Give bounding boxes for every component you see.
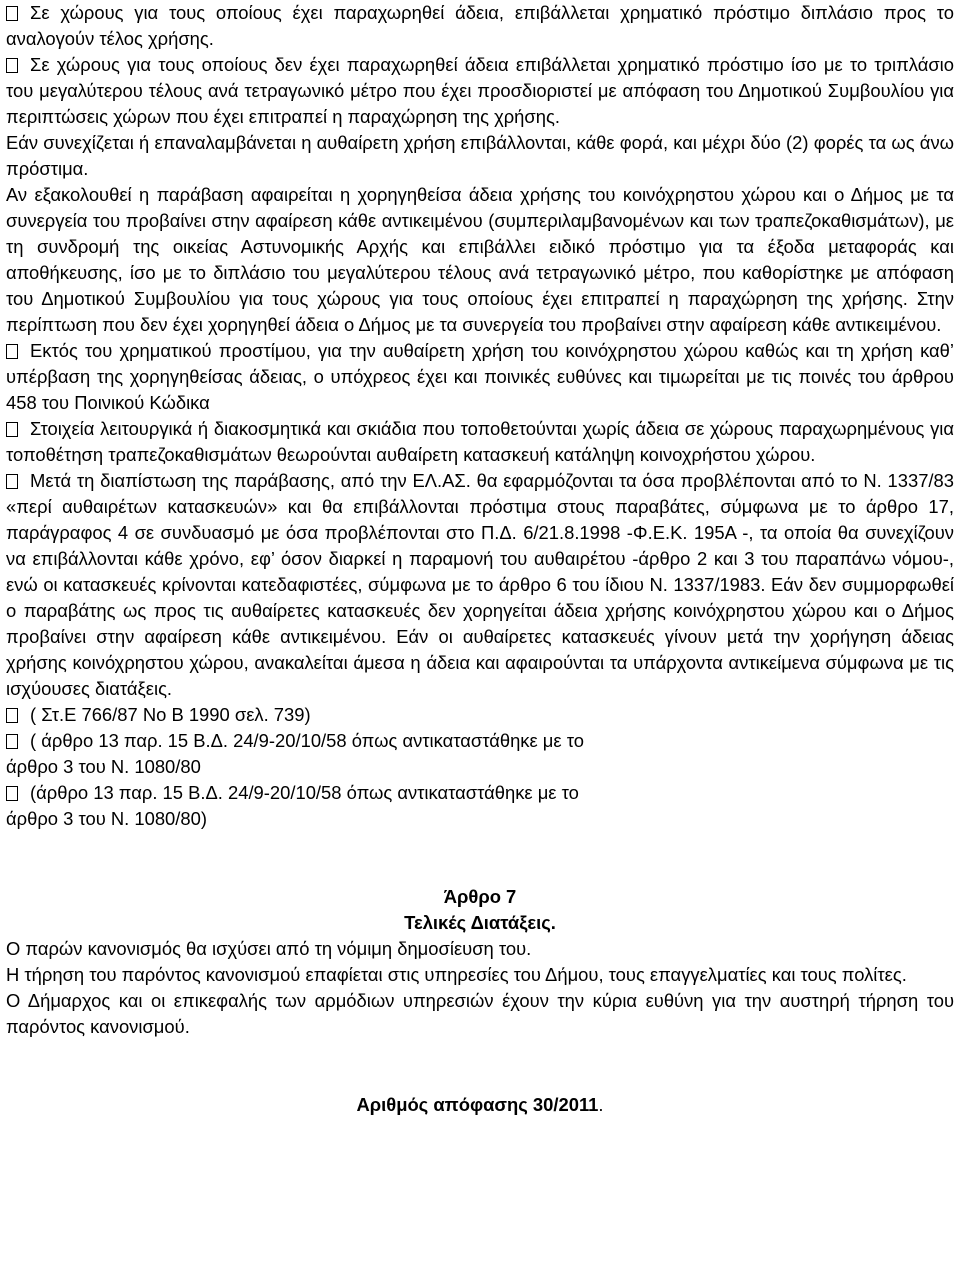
paragraph: Ο παρών κανονισμός θα ισχύσει από τη νόμιμη δημοσίευση του.: [6, 938, 532, 959]
article-title: Τελικές Διατάξεις.: [404, 912, 556, 933]
bullet-paragraph: [6, 52, 954, 130]
paragraph-text: Σε χώρους για τους οποίους δεν έχει παραχωρηθεί άδεια επιβάλλεται χρηματικό πρόστιμο ίσο με το τριπλάσιο του μεγαλύτερου τέλους ανά τετραγωνικό μέτρο που έχει προσδιοριστεί με απόφαση του Δημοτικού Συμβουλίου για περιπτώσεις χώρων που έχει επιτραπεί η παραχώρηση της χρήσης.: [6, 54, 954, 127]
spacer: [6, 1040, 954, 1092]
bullet-box-icon: [6, 58, 18, 73]
decision-suffix: .: [598, 1094, 604, 1115]
article-number: Άρθρο 7: [443, 886, 517, 907]
citation-line: [6, 702, 954, 728]
citation-line: [6, 728, 954, 780]
paragraph: Η τήρηση του παρόντος κανονισμού επαφίεται στις υπηρεσίες του Δήμου, τους επαγγελματίες και τους πολίτες.: [6, 964, 907, 985]
citation-text-continued: άρθρο 3 του Ν. 1080/80: [6, 756, 201, 777]
spacer: [6, 832, 954, 884]
bullet-box-icon: [6, 708, 18, 723]
citation-text: ( άρθρο 13 παρ. 15 Β.Δ. 24/9-20/10/58 όπως αντικαταστάθηκε με το: [30, 730, 584, 751]
bullet-box-icon: [6, 786, 18, 801]
paragraph: Αν εξακολουθεί η παράβαση αφαιρείται η χορηγηθείσα άδεια χρήσης του κοινόχρηστου χώρου και ο Δήμος με τα συνεργεία του προβαίνει στην αφαίρεση κάθε αντικειμένου (συμπεριλαμβανομένων και των τραπεζοκαθισμάτων), με τη συνδρομή της οικείας Αστυνομικής Αρχής και επιβάλλει ειδικό πρόστιμο για τα έξοδα μεταφοράς και αποθήκευσης, ίσο με το διπλάσιο του μεγαλύτερου τέλους ανά τετραγωνικό μέτρο, που καθορίστηκε με απόφαση του Δημοτικού Συμβουλίου για τους χώρους για τους οποίους έχει επιτραπεί η παραχώρηση της χρήσης. Στην περίπτωση που δεν έχει χορηγηθεί άδεια ο Δήμος με τα συνεργεία του προβαίνει στην αφαίρεση κάθε αντικειμένου.: [6, 184, 954, 335]
paragraph-text: Εκτός του χρηματικού προστίμου, για την αυθαίρετη χρήση του κοινόχρηστου χώρου καθώς και τη χρήση καθ’ υπέρβαση της χορηγηθείσας άδειας, ο υπόχρεος έχει και ποινικές ευθύνες και τιμωρείται με τις ποινές του άρθρου 458 του Ποινικού Κώδικα: [6, 340, 954, 413]
bullet-box-icon: [6, 422, 18, 437]
citation-text: (άρθρο 13 παρ. 15 Β.Δ. 24/9-20/10/58 όπως αντικαταστάθηκε με το: [30, 782, 579, 803]
bullet-box-icon: [6, 344, 18, 359]
paragraph: Εάν συνεχίζεται ή επαναλαμβάνεται η αυθαίρετη χρήση επιβάλλονται, κάθε φορά, και μέχρι δύο (2) φορές τα ως άνω πρόστιμα.: [6, 132, 954, 179]
paragraph-text: Μετά τη διαπίστωση της παράβασης, από την ΕΛ.ΑΣ. θα εφαρμόζονται τα όσα προβλέπονται από το Ν. 1337/83 «περί αυθαιρέτων κατασκευών» και θα επιβάλλονται πρόστιμα στους παραβάτες, σύμφωνα με το άρθρο 17, παράγραφος 4 σε συνδυασμό με όσα προβλέπονται στο Π.Δ. 6/21.8.1998 -Φ.Ε.Κ. 195Α -, τα οποία θα συνεχίζουν να επιβάλλονται κάθε χρόνο, εφ’ όσον διαρκεί η παραμονή του αυθαιρέτου -άρθρο 2 και 3 του παραπάνω νόμου-, ενώ οι κατασκευές κρίνονται κατεδαφιστέες, σύμφωνα με το άρθρο 6 του ίδιου Ν. 1337/1983. Εάν δεν συμμορφωθεί ο παραβάτης ως προς τις αυθαίρετες κατασκευές δεν χορηγείται άδεια χρήσης κοινόχρηστου χώρου και ο Δήμος προβαίνει στην αφαίρεση κάθε αντικειμένου. Εάν οι αυθαίρετες κατασκευές γίνουν μετά την χορήγηση άδειας χρήσης κοινόχρηστου χώρου, ανακαλείται άμεσα η άδεια και αφαιρούνται τα υπάρχοντα αντικείμενα σύμφωνα με τις ισχύουσες διατάξεις.: [6, 470, 954, 699]
bullet-paragraph: [6, 468, 954, 702]
bullet-box-icon: [6, 6, 18, 21]
paragraph: Ο Δήμαρχος και οι επικεφαλής των αρμόδιων υπηρεσιών έχουν την κύρια ευθύνη για την αυστηρή τήρηση του παρόντος κανονισμού.: [6, 990, 954, 1037]
bullet-paragraph: [6, 416, 954, 468]
bullet-paragraph: [6, 0, 954, 52]
bullet-paragraph: [6, 338, 954, 416]
bullet-box-icon: [6, 734, 18, 749]
decision-label: Αριθμός απόφασης 30/2011: [356, 1094, 599, 1115]
citation-text-continued: άρθρο 3 του Ν. 1080/80): [6, 808, 207, 829]
bullet-box-icon: [6, 474, 18, 489]
citation-text: ( Στ.Ε 766/87 Νο Β 1990 σελ. 739): [30, 704, 311, 725]
paragraph-text: Σε χώρους για τους οποίους έχει παραχωρηθεί άδεια, επιβάλλεται χρηματικό πρόστιμο διπλάσιο προς το αναλογούν τέλος χρήσης.: [6, 2, 954, 49]
paragraph-text: Στοιχεία λειτουργικά ή διακοσμητικά και σκιάδια που τοποθετούνται χωρίς άδεια σε χώρους παραχωρημένους για τοποθέτηση τραπεζοκαθισμάτων θεωρούνται αυθαίρετη κατασκευή κατάληψη κοινοχρήστου χώρου.: [6, 418, 954, 465]
citation-line: [6, 780, 954, 832]
decision-number: [6, 1092, 954, 1118]
document-page: [6, 0, 954, 1118]
